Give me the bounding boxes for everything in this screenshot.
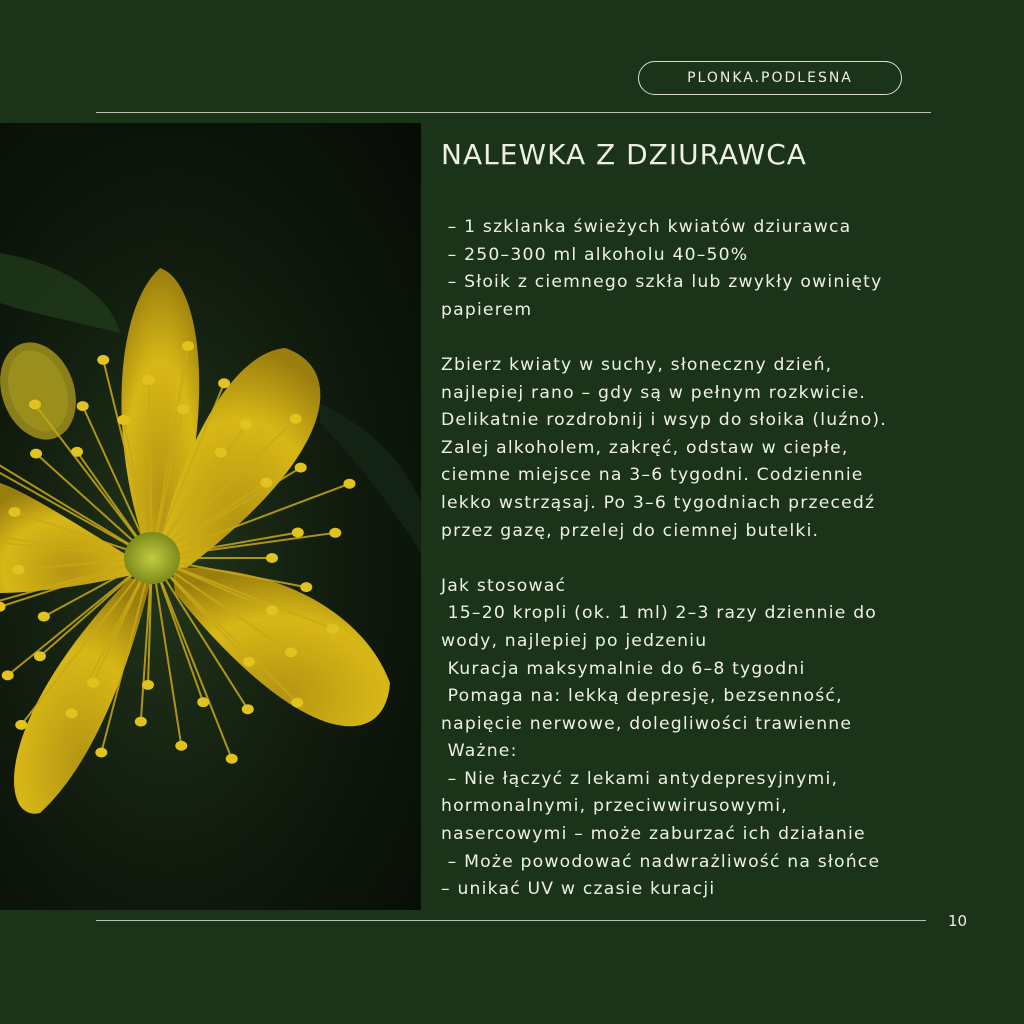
top-divider — [96, 112, 931, 113]
warning-line: – unikać UV w czasie kuracji — [441, 879, 716, 900]
usage-line: Kuracja maksymalnie do 6–8 tygodni — [441, 658, 806, 679]
ingredient-line: – Słoik z ciemnego szkła lub zwykły owinięty — [441, 272, 883, 293]
ingredients-list — [441, 214, 981, 324]
usage-line: wody, najlepiej po jedzeniu — [441, 630, 708, 651]
instruction-line: ciemne miejsce na 3–6 tygodni. Codziennie — [441, 465, 864, 486]
flower-photo — [0, 123, 421, 910]
page-number: 10 — [948, 912, 968, 930]
ingredient-line: – 250–300 ml alkoholu 40–50% — [441, 244, 749, 265]
recipe-title: NALEWKA Z DZIURAWCA — [441, 138, 807, 171]
usage-line: napięcie nerwowe, dolegliwości trawienne — [441, 713, 853, 734]
warning-line: hormonalnymi, przeciwwirusowymi, — [441, 796, 788, 817]
instruction-line: Delikatnie rozdrobnij i wsyp do słoika (luźno). — [441, 410, 887, 431]
recipe-body — [441, 214, 981, 904]
instruction-line: lekko wstrząsaj. Po 3–6 tygodniach przecedź — [441, 492, 876, 513]
usage-line: 15–20 kropli (ok. 1 ml) 2–3 razy dziennie do — [441, 603, 878, 624]
warning-line: nasercowymi – może zaburzać ich działanie — [441, 824, 866, 845]
warning-line: – Może powodować nadwrażliwość na słońce — [441, 851, 881, 872]
usage-section — [441, 573, 981, 904]
instructions-paragraph — [441, 352, 981, 545]
bottom-divider — [96, 920, 926, 921]
instruction-line: przez gazę, przelej do ciemnej butelki. — [441, 520, 820, 541]
usage-heading: Jak stosować — [441, 575, 567, 596]
instruction-line: Zbierz kwiaty w suchy, słoneczny dzień, — [441, 354, 833, 375]
st-johns-wort-flower-icon — [0, 123, 421, 910]
instruction-line: Zalej alkoholem, zakręć, odstaw w ciepłe, — [441, 437, 849, 458]
ingredient-line: papierem — [441, 299, 533, 320]
usage-line: Pomaga na: lekką depresję, bezsenność, — [441, 686, 843, 707]
ingredient-line: – 1 szklanka świeżych kwiatów dziurawca — [441, 217, 852, 237]
instruction-line: najlepiej rano – gdy są w pełnym rozkwicie. — [441, 382, 867, 403]
warning-heading: Ważne: — [441, 741, 518, 762]
brand-handle: PLONKA.PODLESNA — [638, 61, 902, 95]
warning-line: – Nie łączyć z lekami antydepresyjnymi, — [441, 768, 839, 789]
